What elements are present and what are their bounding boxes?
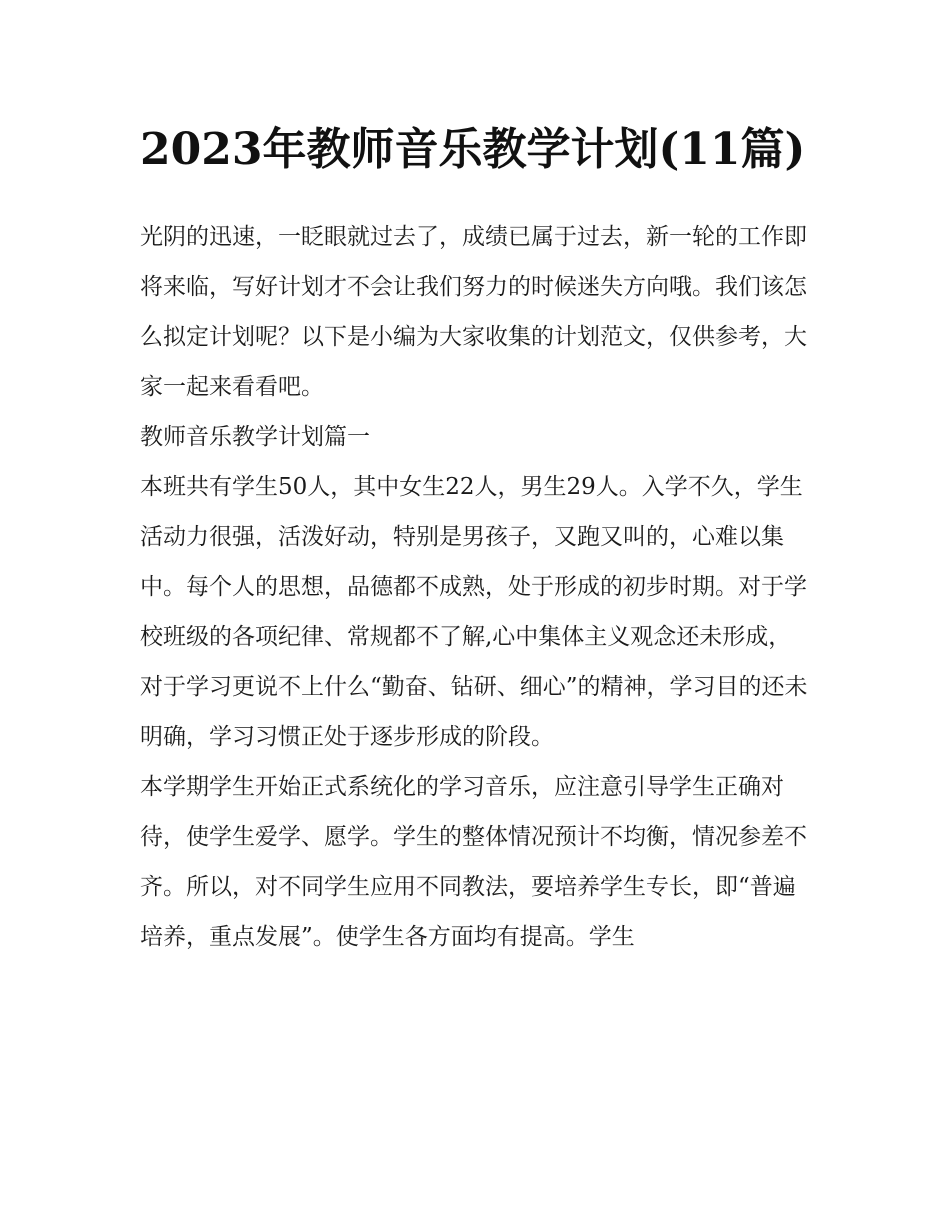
document-title: 2023年教师音乐教学计划(11篇) — [140, 124, 806, 175]
intro-paragraph: 光阴的迅速，一眨眼就过去了，成绩已属于过去，新一轮的工作即将来临，写好计划才不会让我们努力的时候迷失方向哦。我们该怎么拟定计划呢？以下是小编为大家收集的计划范文，仅供参考，大家一起来看看吧。 — [140, 224, 807, 400]
section-heading: 教师音乐教学计划篇一 — [140, 424, 370, 450]
body-paragraph-1: 本班共有学生50人，其中女生22人，男生29人。入学不久，学生活动力很强，活泼好动，特别是男孩子，又跑又叫的，心难以集中。每个人的思想，品德都不成熟，处于形成的初步时期。对于学校班级的各项纪律、常规都不了解,心中集体主义观念还未形成，对于学习更说不上什么“勤奋、钻研、细心”的精神，学习目的还未明确，学习习惯正处于逐步形成的阶段。 — [140, 474, 808, 750]
document-body — [140, 212, 812, 962]
document-content — [140, 112, 812, 962]
body-paragraph-2: 本学期学生开始正式系统化的学习音乐，应注意引导学生正确对待，使学生爱学、愿学。学生的整体情况预计不均衡，情况参差不齐。所以，对不同学生应用不同教法，要培养学生专长，即“普遍培养，重点发展”。使学生各方面均有提高。学生 — [140, 774, 807, 950]
